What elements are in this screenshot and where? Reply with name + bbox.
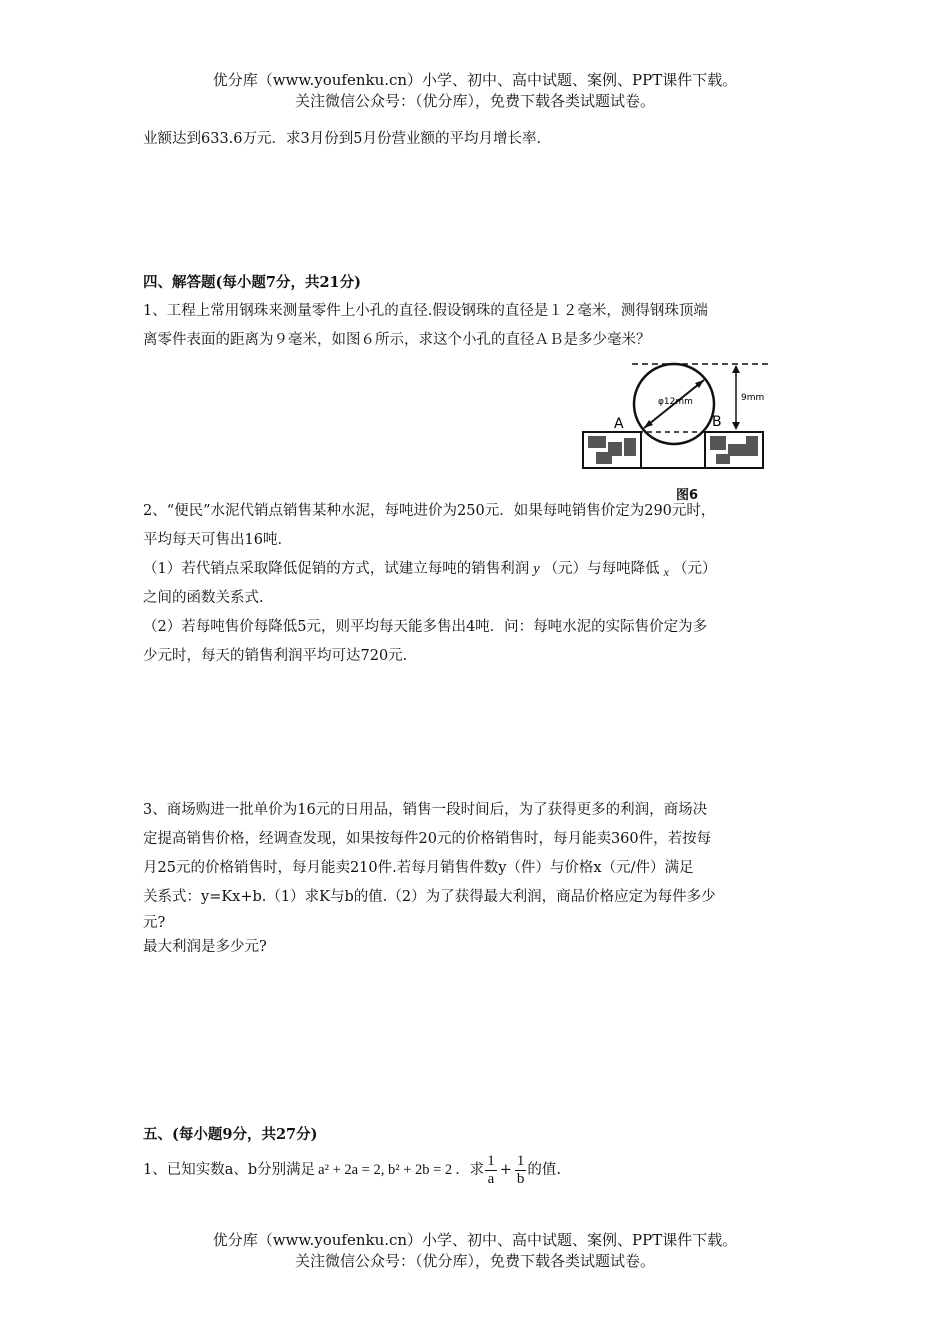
q2-line-3c: （元）	[673, 561, 717, 577]
frac1-denominator: a	[487, 1170, 495, 1187]
height-label: 9mm	[741, 393, 765, 403]
q2-line-1: 2、“便民”水泥代销点销售某种水泥，每吨进价为250元．如果每吨销售价定为290元时，	[143, 503, 716, 519]
s5q1-equation: a² + 2a = 2, b² + 2b = 2	[318, 1162, 453, 1178]
fraction-1-over-a	[485, 1153, 497, 1188]
figure-6-diagram	[578, 358, 778, 484]
frac2-numerator: 1	[516, 1152, 525, 1169]
label-a: A	[614, 416, 624, 432]
header-line-2: 关注微信公众号：（优分库），免费下载各类试题试卷。	[294, 92, 655, 110]
plus-sign: +	[499, 1162, 512, 1178]
footer-line-2: 关注微信公众号：（优分库），免费下载各类试题试卷。	[294, 1252, 655, 1270]
q2-line-3a: （1）若代销点采取降低促销的方式，试建立每吨的销售利润	[143, 561, 530, 577]
section-5-title: 五、(每小题9分，共27分)	[143, 1126, 318, 1143]
section-4	[143, 268, 815, 355]
q2-line-3	[143, 555, 815, 584]
diameter-label: φ12mm	[658, 397, 693, 407]
intro-line: 业额达到633.6万元．求3月份到5月份营业额的平均月增长率．	[143, 131, 551, 147]
header-line-1: 优分库（www.youfenku.cn）小学、初中、高中试题、案例、PPT课件下载。	[212, 71, 738, 89]
section-5-q1	[143, 1150, 561, 1190]
q2-line-6: 少元时，每天的销售利润平均可达720元.	[143, 648, 408, 664]
page-footer	[0, 1230, 950, 1272]
frac1-numerator: 1	[487, 1152, 495, 1169]
question-3	[143, 796, 815, 960]
s5q1-prefix: 1、已知实数a、b分别满足	[143, 1162, 316, 1178]
q3-line-4: 关系式：y=Kx+b.（1）求K与b的值.（2）为了获得最大利润，商品价格应定为每件多少	[143, 889, 716, 905]
q3-line-6: 最大利润是多少元?	[143, 939, 267, 955]
q3-line-2: 定提高销售价格，经调查发现，如果按每件20元的价格销售时，每月能卖360件，若按每	[143, 831, 712, 847]
var-y: y	[533, 561, 540, 577]
label-b: B	[712, 414, 722, 430]
q1-line-2: 离零件表面的距离为９毫米，如图６所示，求这个小孔的直径ＡＢ是多少毫米？	[143, 332, 651, 348]
q2-line-4: 之间的函数关系式.	[143, 590, 264, 606]
page-header	[0, 70, 950, 112]
q3-line-5: 元?	[143, 915, 166, 931]
var-x: x	[663, 565, 669, 579]
footer-line-1: 优分库（www.youfenku.cn）小学、初中、高中试题、案例、PPT课件下载。	[212, 1231, 738, 1249]
q1-line-1: 1、工程上常用钢珠来测量零件上小孔的直径.假设钢珠的直径是１２毫米，测得钢珠顶端	[143, 303, 708, 319]
figure-6-caption: 图6	[676, 488, 699, 503]
q2-line-5: （2）若每吨售价每降低5元，则平均每天能多售出4吨．问：每吨水泥的实际售价定为多	[143, 619, 708, 635]
q3-line-1: 3、商场购进一批单价为16元的日用品，销售一段时间后，为了获得更多的利润，商场决	[143, 802, 708, 818]
q2-line-2: 平均每天可售出16吨．	[143, 532, 292, 548]
fraction-1-over-b	[515, 1153, 527, 1188]
section-4-title: 四、解答题(每小题7分，共21分)	[143, 274, 361, 291]
section-5	[143, 1120, 815, 1149]
q3-line-3: 月25元的价格销售时，每月能卖210件.若每月销售件数y（件）与价格x（元/件）满足	[143, 860, 694, 876]
intro-paragraph	[143, 125, 815, 154]
frac2-denominator: b	[516, 1170, 525, 1187]
question-2	[143, 497, 815, 671]
s5q1-mid: ．求	[455, 1162, 485, 1178]
s5q1-suffix: 的值.	[527, 1162, 561, 1178]
q2-line-3b: （元）与每吨降低	[543, 561, 660, 577]
